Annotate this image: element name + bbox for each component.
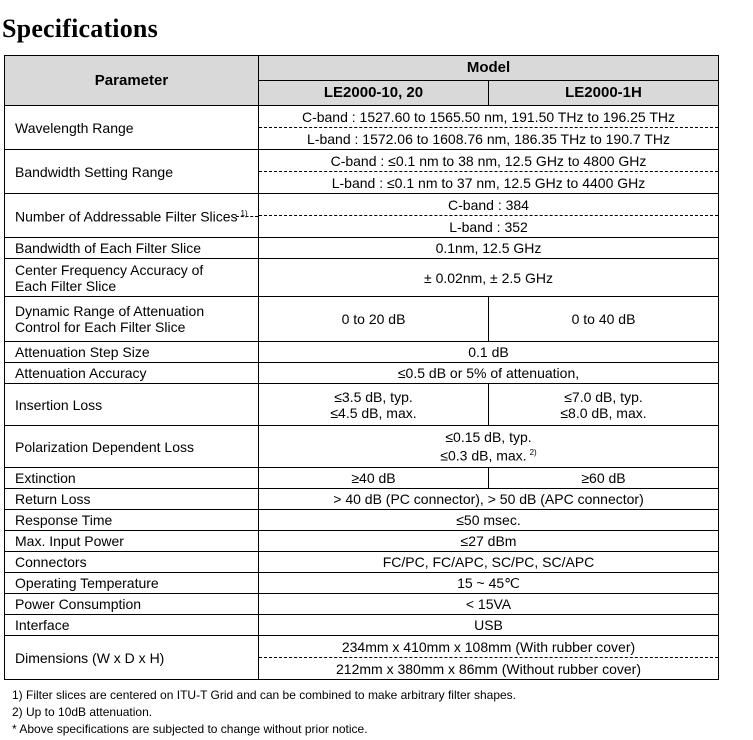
value-line-text: ≤0.3 dB, max. [440, 447, 527, 464]
row-label: Dimensions (W x D x H) [5, 636, 259, 680]
page-title: Specifications [2, 14, 158, 43]
value-line: L-band : 352 [449, 218, 528, 235]
row-label [5, 194, 259, 238]
footnote: 1) Filter slices are centered on ITU-T Grid and can be combined to make arbitrary filter shapes. [12, 688, 516, 702]
footnote-ref: 2) [529, 448, 537, 458]
row-label: Max. Input Power [5, 531, 259, 552]
value-line: C-band : ≤0.1 nm to 38 nm, 12.5 GHz to 4800 GHz [259, 150, 718, 172]
row-value: USB [259, 615, 719, 636]
row-label: Bandwidth Setting Range [5, 150, 259, 194]
table-row [5, 594, 719, 615]
row-value: ≤0.5 dB or 5% of attenuation, [259, 363, 719, 384]
value-line: 212mm x 380mm x 86mm (Without rubber cover) [336, 660, 641, 677]
table-row [5, 510, 719, 531]
row-value: ± 0.02nm, ± 2.5 GHz [259, 259, 719, 297]
row-value-b: ≥60 dB [489, 468, 719, 489]
table-row [5, 531, 719, 552]
table-row [5, 573, 719, 594]
row-label [5, 259, 259, 297]
row-label: Extinction [5, 468, 259, 489]
row-value: 0.1nm, 12.5 GHz [259, 238, 719, 259]
value-line [263, 445, 714, 464]
value-line: ≤3.5 dB, typ. [334, 388, 413, 405]
row-label-text: Number of Addressable Filter Slices [15, 208, 238, 225]
value-line: C-band : 384 [259, 194, 718, 216]
row-label-line: Control for Each Filter Slice [15, 319, 186, 335]
header-parameter: Parameter [5, 56, 259, 106]
row-value: ≤50 msec. [259, 510, 719, 531]
row-value-a [259, 384, 489, 426]
table-row [5, 468, 719, 489]
footnotes [12, 687, 516, 738]
table-row [5, 615, 719, 636]
dashed-leader [236, 216, 258, 217]
row-label: Operating Temperature [5, 573, 259, 594]
row-label: Attenuation Step Size [5, 342, 259, 363]
row-value: ≤27 dBm [259, 531, 719, 552]
value-line: ≤0.15 dB, typ. [445, 429, 532, 446]
row-label: Return Loss [5, 489, 259, 510]
row-value-b [489, 384, 719, 426]
header-model: Model [259, 56, 719, 81]
table-row [5, 552, 719, 573]
row-value [259, 106, 719, 150]
table-row [5, 363, 719, 384]
value-line: ≤4.5 dB, max. [330, 404, 417, 421]
header-model-a: LE2000-10, 20 [259, 81, 489, 106]
row-value [259, 636, 719, 680]
row-value-a: ≥40 dB [259, 468, 489, 489]
table-row [5, 150, 719, 194]
row-value: 0.1 dB [259, 342, 719, 363]
row-label: Polarization Dependent Loss [5, 426, 259, 468]
row-value: > 40 dB (PC connector), > 50 dB (APC connector) [259, 489, 719, 510]
row-label: Bandwidth of Each Filter Slice [5, 238, 259, 259]
value-line: L-band : 1572.06 to 1608.76 nm, 186.35 THz to 190.7 THz [307, 130, 670, 147]
row-value: 15 ~ 45℃ [259, 573, 719, 594]
row-label-line: Dynamic Range of Attenuation [15, 303, 205, 319]
value-line: L-band : ≤0.1 nm to 37 nm, 12.5 GHz to 4400 GHz [331, 174, 646, 191]
table-row [5, 384, 719, 426]
row-label-line: Center Frequency Accuracy of [15, 261, 204, 278]
table-row [5, 238, 719, 259]
row-label: Insertion Loss [5, 384, 259, 426]
row-label: Attenuation Accuracy [5, 363, 259, 384]
row-label: Connectors [5, 552, 259, 573]
footnote: 2) Up to 10dB attenuation. [12, 705, 153, 719]
table-row [5, 259, 719, 297]
table-row [5, 636, 719, 680]
table-row [5, 426, 719, 468]
table-row [5, 489, 719, 510]
value-line: 234mm x 410mm x 108mm (With rubber cover) [259, 636, 718, 658]
table-row [5, 342, 719, 363]
specifications-table [4, 55, 719, 680]
header-model-b: LE2000-1H [489, 81, 719, 106]
row-value-b: 0 to 40 dB [489, 297, 719, 342]
row-value-a: 0 to 20 dB [259, 297, 489, 342]
row-label [5, 297, 259, 342]
row-label: Response Time [5, 510, 259, 531]
row-value [259, 426, 719, 468]
row-label: Power Consumption [5, 594, 259, 615]
row-value [259, 150, 719, 194]
table-row [5, 106, 719, 150]
row-label-line: Each Filter Slice [15, 277, 117, 294]
row-value: < 15VA [259, 594, 719, 615]
row-label: Wavelength Range [5, 106, 259, 150]
value-line: ≤7.0 dB, typ. [564, 388, 643, 405]
row-value: FC/PC, FC/APC, SC/PC, SC/APC [259, 552, 719, 573]
value-line: ≤8.0 dB, max. [560, 404, 647, 421]
table-row [5, 194, 719, 238]
footnote: * Above specifications are subjected to change without prior notice. [12, 722, 368, 736]
footnote-ref: 1) [240, 209, 248, 219]
table-row [5, 297, 719, 342]
row-label: Interface [5, 615, 259, 636]
row-value [259, 194, 719, 238]
value-line: C-band : 1527.60 to 1565.50 nm, 191.50 THz to 196.25 THz [259, 106, 718, 128]
